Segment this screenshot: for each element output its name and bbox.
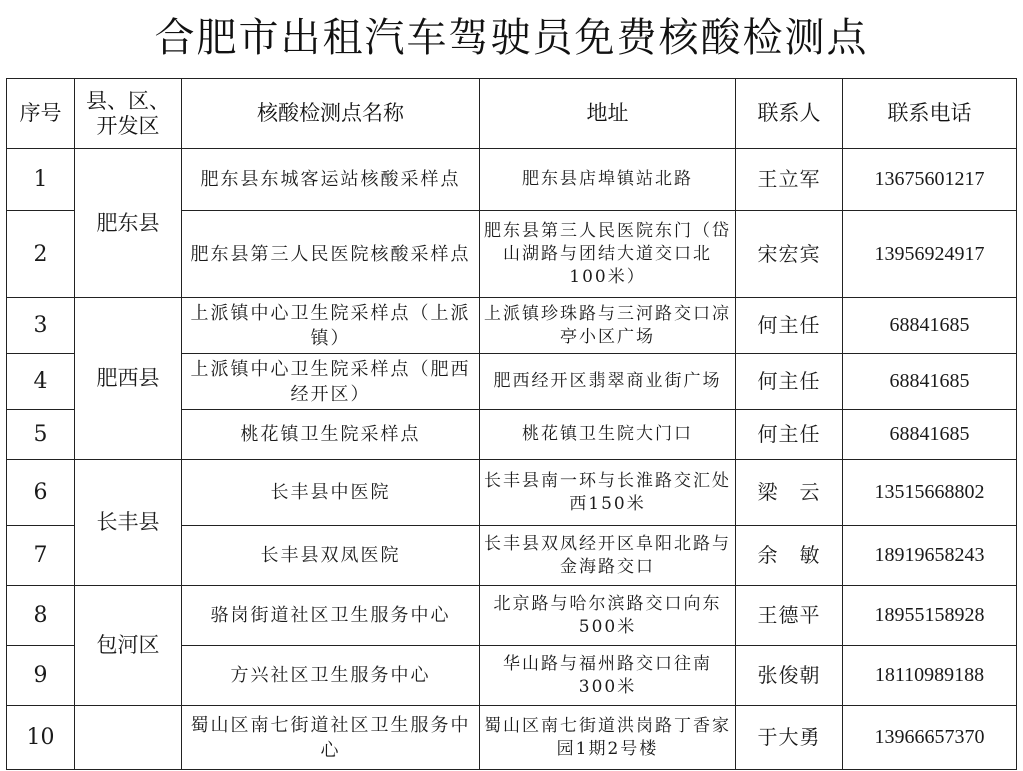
contact-phone: 13515668802: [843, 460, 1017, 526]
table-row: [7, 586, 1017, 646]
site-name: 肥东县东城客运站核酸采样点: [182, 149, 480, 211]
header-district-line1: 县、区、: [86, 88, 170, 113]
contact-phone: 68841685: [843, 410, 1017, 460]
contact-person: 王立军: [736, 149, 843, 211]
document-title: 合肥市出租汽车驾驶员免费核酸检测点: [154, 15, 869, 61]
site-address: 肥东县店埠镇站北路: [480, 149, 736, 211]
contact-phone: 18955158928: [843, 586, 1017, 646]
site-name: 长丰县双凤医院: [182, 526, 480, 586]
district-cell: 肥西县: [75, 298, 182, 460]
header-address: 地址: [480, 79, 736, 149]
row-seq: 2: [7, 211, 75, 298]
contact-phone: 68841685: [843, 354, 1017, 410]
table-row: [7, 706, 1017, 770]
header-district: [75, 79, 182, 149]
header-seq: 序号: [7, 79, 75, 149]
table-row: [7, 460, 1017, 526]
contact-phone: 68841685: [843, 298, 1017, 354]
contact-person: 梁 云: [736, 460, 843, 526]
district-cell: 包河区: [75, 586, 182, 706]
site-address: 北京路与哈尔滨路交口向东500米: [480, 586, 736, 646]
row-seq: 8: [7, 586, 75, 646]
site-name: 上派镇中心卫生院采样点（肥西经开区）: [182, 354, 480, 410]
row-seq: 10: [7, 706, 75, 770]
row-seq: 1: [7, 149, 75, 211]
contact-person: 于大勇: [736, 706, 843, 770]
table-row: [7, 149, 1017, 211]
header-site: 核酸检测点名称: [182, 79, 480, 149]
site-name: 上派镇中心卫生院采样点（上派镇）: [182, 298, 480, 354]
testing-sites-table: [6, 78, 1017, 770]
header-district-line2: 开发区: [96, 113, 160, 138]
contact-phone: 13966657370: [843, 706, 1017, 770]
site-name: 蜀山区南七街道社区卫生服务中心: [182, 706, 480, 770]
contact-person: 何主任: [736, 298, 843, 354]
row-seq: 4: [7, 354, 75, 410]
contact-person: 何主任: [736, 354, 843, 410]
contact-phone: 13675601217: [843, 149, 1017, 211]
contact-person: 余 敏: [736, 526, 843, 586]
site-name: 方兴社区卫生服务中心: [182, 646, 480, 706]
row-seq: 6: [7, 460, 75, 526]
table-row: [7, 298, 1017, 354]
site-address: 蜀山区南七街道洪岗路丁香家园1期2号楼: [480, 706, 736, 770]
contact-phone: 13956924917: [843, 211, 1017, 298]
site-address: 肥东县第三人民医院东门（岱山湖路与团结大道交口北100米）: [480, 211, 736, 298]
site-address: 桃花镇卫生院大门口: [480, 410, 736, 460]
contact-person: 宋宏宾: [736, 211, 843, 298]
site-name: 桃花镇卫生院采样点: [182, 410, 480, 460]
district-cell: 肥东县: [75, 149, 182, 298]
site-name: 骆岗街道社区卫生服务中心: [182, 586, 480, 646]
site-address: 肥西经开区翡翠商业街广场: [480, 354, 736, 410]
row-seq: 7: [7, 526, 75, 586]
district-cell: 长丰县: [75, 460, 182, 586]
district-cell: [75, 706, 182, 770]
row-seq: 3: [7, 298, 75, 354]
contact-person: 王德平: [736, 586, 843, 646]
header-phone: 联系电话: [843, 79, 1017, 149]
site-address: 上派镇珍珠路与三河路交口凉亭小区广场: [480, 298, 736, 354]
site-address: 长丰县双凤经开区阜阳北路与金海路交口: [480, 526, 736, 586]
site-address: 长丰县南一环与长淮路交汇处西150米: [480, 460, 736, 526]
row-seq: 9: [7, 646, 75, 706]
site-address: 华山路与福州路交口往南300米: [480, 646, 736, 706]
site-name: 长丰县中医院: [182, 460, 480, 526]
contact-phone: 18919658243: [843, 526, 1017, 586]
contact-person: 何主任: [736, 410, 843, 460]
header-row: [7, 79, 1017, 149]
contact-phone: 18110989188: [843, 646, 1017, 706]
row-seq: 5: [7, 410, 75, 460]
header-contact: 联系人: [736, 79, 843, 149]
contact-person: 张俊朝: [736, 646, 843, 706]
site-name: 肥东县第三人民医院核酸采样点: [182, 211, 480, 298]
